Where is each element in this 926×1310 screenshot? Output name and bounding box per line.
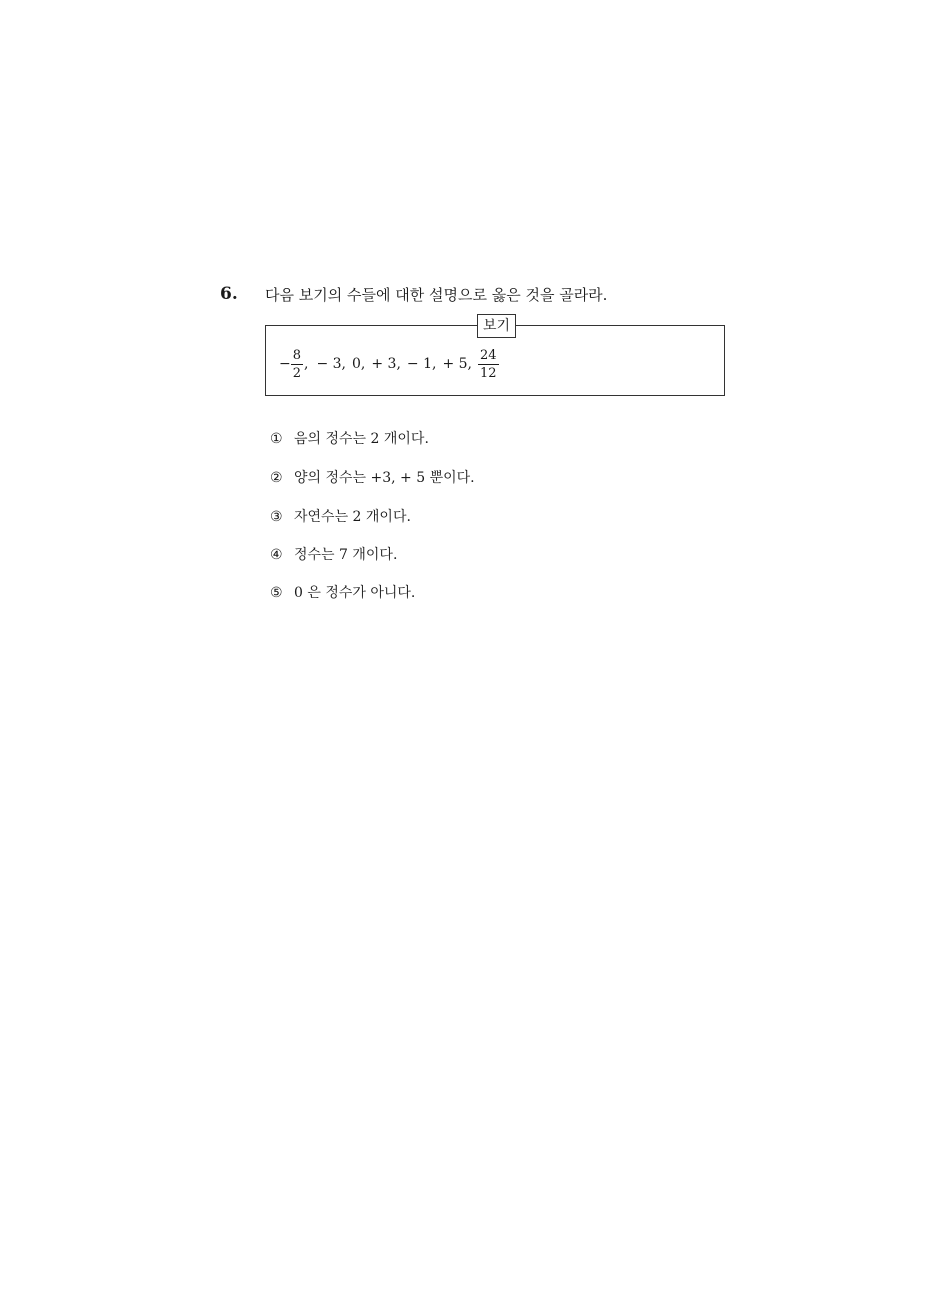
question-stem: 다음 보기의 수들에 대한 설명으로 옳은 것을 골라라.	[265, 286, 608, 304]
example-box-title: 보기	[477, 314, 516, 338]
choice-marker: ④	[270, 547, 283, 563]
choice-marker: ⑤	[270, 585, 283, 601]
choice-5[interactable]	[270, 583, 415, 603]
number-item: + 5,	[442, 356, 473, 372]
comma: ,	[304, 356, 309, 372]
fraction-numerator: 24	[480, 347, 497, 363]
choice-text: 양의 정수는 +3, + 5 뿐이다.	[294, 470, 475, 486]
number-item: 0,	[352, 356, 366, 372]
choice-text: 0 은 정수가 아니다.	[294, 585, 416, 601]
choice-text: 음의 정수는 2 개이다.	[294, 431, 429, 447]
minus-sign: −	[279, 356, 291, 372]
number-item: + 3,	[371, 356, 401, 372]
choice-marker: ③	[270, 509, 283, 525]
fraction-negative-eight-halves	[291, 349, 303, 380]
choice-2[interactable]	[270, 468, 475, 488]
choice-marker: ②	[270, 470, 283, 486]
fraction-denominator: 2	[292, 365, 302, 381]
choice-marker: ①	[270, 431, 283, 447]
choice-4[interactable]	[270, 545, 397, 565]
choice-1[interactable]	[270, 429, 429, 449]
example-box	[265, 318, 725, 396]
number-item: − 3,	[316, 356, 347, 372]
question-number: 6.	[220, 284, 238, 304]
fraction-numerator: 8	[292, 347, 302, 363]
choice-text: 정수는 7 개이다.	[294, 547, 398, 563]
fraction-denominator: 12	[480, 365, 497, 381]
number-item: − 1,	[406, 356, 437, 372]
number-list	[279, 344, 499, 384]
choice-3[interactable]	[270, 507, 411, 527]
fraction-twentyfour-twelfths	[478, 349, 499, 380]
choice-text: 자연수는 2 개이다.	[294, 509, 411, 525]
